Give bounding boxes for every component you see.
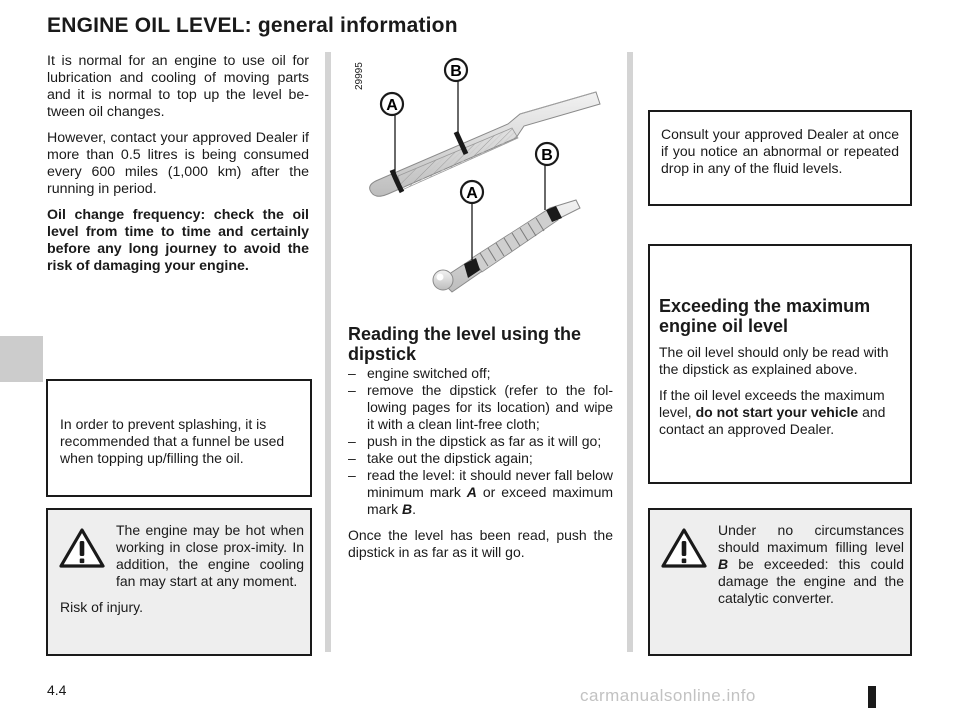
exceeding-paragraph-2: If the oil level exceeds the maximum level, do not start your vehicle and contact an approved Dealer. — [659, 387, 886, 437]
reading-section — [348, 324, 613, 570]
watermark: carmanualsonline.info — [580, 686, 756, 705]
splash-note-box — [46, 379, 312, 497]
section-end-marker — [868, 686, 876, 708]
svg-text:B: B — [450, 63, 462, 80]
reading-after: Once the level has been read, push the dipstick in as far as it will go. — [348, 527, 613, 560]
callout-b-lower — [536, 143, 558, 165]
max-fill-warning-box — [648, 508, 912, 656]
hot-warning-text: The engine may be hot when working in close prox-imity. In addition, the engine cooling fan may start at any moment. — [116, 522, 304, 589]
reading-step: – engine switched off; — [348, 365, 613, 382]
hot-warning-risk: Risk of injury. — [60, 599, 143, 615]
svg-text:A: A — [466, 185, 478, 202]
intro-paragraph-3: Oil change frequency: check the oil level from time to time and certainly before any long journey to avoid the risk of damaging your engine. — [47, 207, 309, 274]
page-number: 4.4 — [47, 682, 67, 698]
dipstick-illustration — [340, 52, 616, 314]
mark-a: A — [466, 484, 477, 500]
intro-section — [47, 53, 309, 284]
exceeding-heading: Exceeding the maximum engine oil level — [659, 296, 871, 336]
callout-a-lower — [461, 181, 483, 203]
mark-b: B — [402, 501, 413, 517]
dipstick-upper — [370, 92, 600, 196]
intro-paragraph-2: However, contact your approved Dealer if more than 0.5 litres is being consumed every 600 miles (1,000 km) after the running in period. — [47, 130, 309, 197]
chapter-tab-marker — [0, 336, 43, 382]
intro-paragraph-1: It is normal for an engine to use oil for lubrication and cooling of moving parts and it is normal to top up the level be-tween oil changes. — [47, 53, 309, 120]
dipstick-lower — [433, 200, 580, 292]
svg-text:B: B — [541, 147, 553, 164]
reading-step: – remove the dipstick (refer to the fol-lowing pages for its location) and wipe it with a clean lint-free cloth; — [348, 382, 613, 433]
dealer-note-text: Consult your approved Dealer at once if you notice an abnormal or repeated drop in any of the fluid levels. — [661, 126, 899, 176]
splash-note-text: In order to prevent splashing, it is recommended that a funnel be used when topping up/filling the oil. — [60, 416, 285, 466]
column-separator-left — [325, 52, 331, 652]
reading-step: – take out the dipstick again; — [348, 450, 613, 467]
reading-step: – push in the dipstick as far as it will go; — [348, 433, 613, 450]
reading-step: – read the level: it should never fall below minimum mark A or exceed maximum mark B. — [348, 467, 613, 518]
column-separator-right — [627, 52, 633, 652]
reading-steps — [348, 365, 613, 518]
exceeding-max-box — [648, 244, 912, 484]
figure-ref: 29995 — [354, 62, 365, 90]
max-warning-text: Under no circumstances should maximum filling level B be exceeded: this could damage the engine and the catalytic converter. — [718, 522, 904, 606]
callout-a-upper — [381, 93, 403, 115]
page-title: ENGINE OIL LEVEL: general information — [47, 14, 458, 37]
callout-b-upper — [445, 59, 467, 81]
mark-b: B — [718, 556, 729, 572]
dealer-note-box — [648, 110, 912, 206]
reading-heading: Reading the level using the dipstick — [348, 324, 582, 364]
exceeding-paragraph-1: The oil level should only be read with the dipstick as explained above. — [659, 344, 889, 377]
svg-text:A: A — [386, 97, 398, 114]
hot-engine-warning-box — [46, 508, 312, 656]
